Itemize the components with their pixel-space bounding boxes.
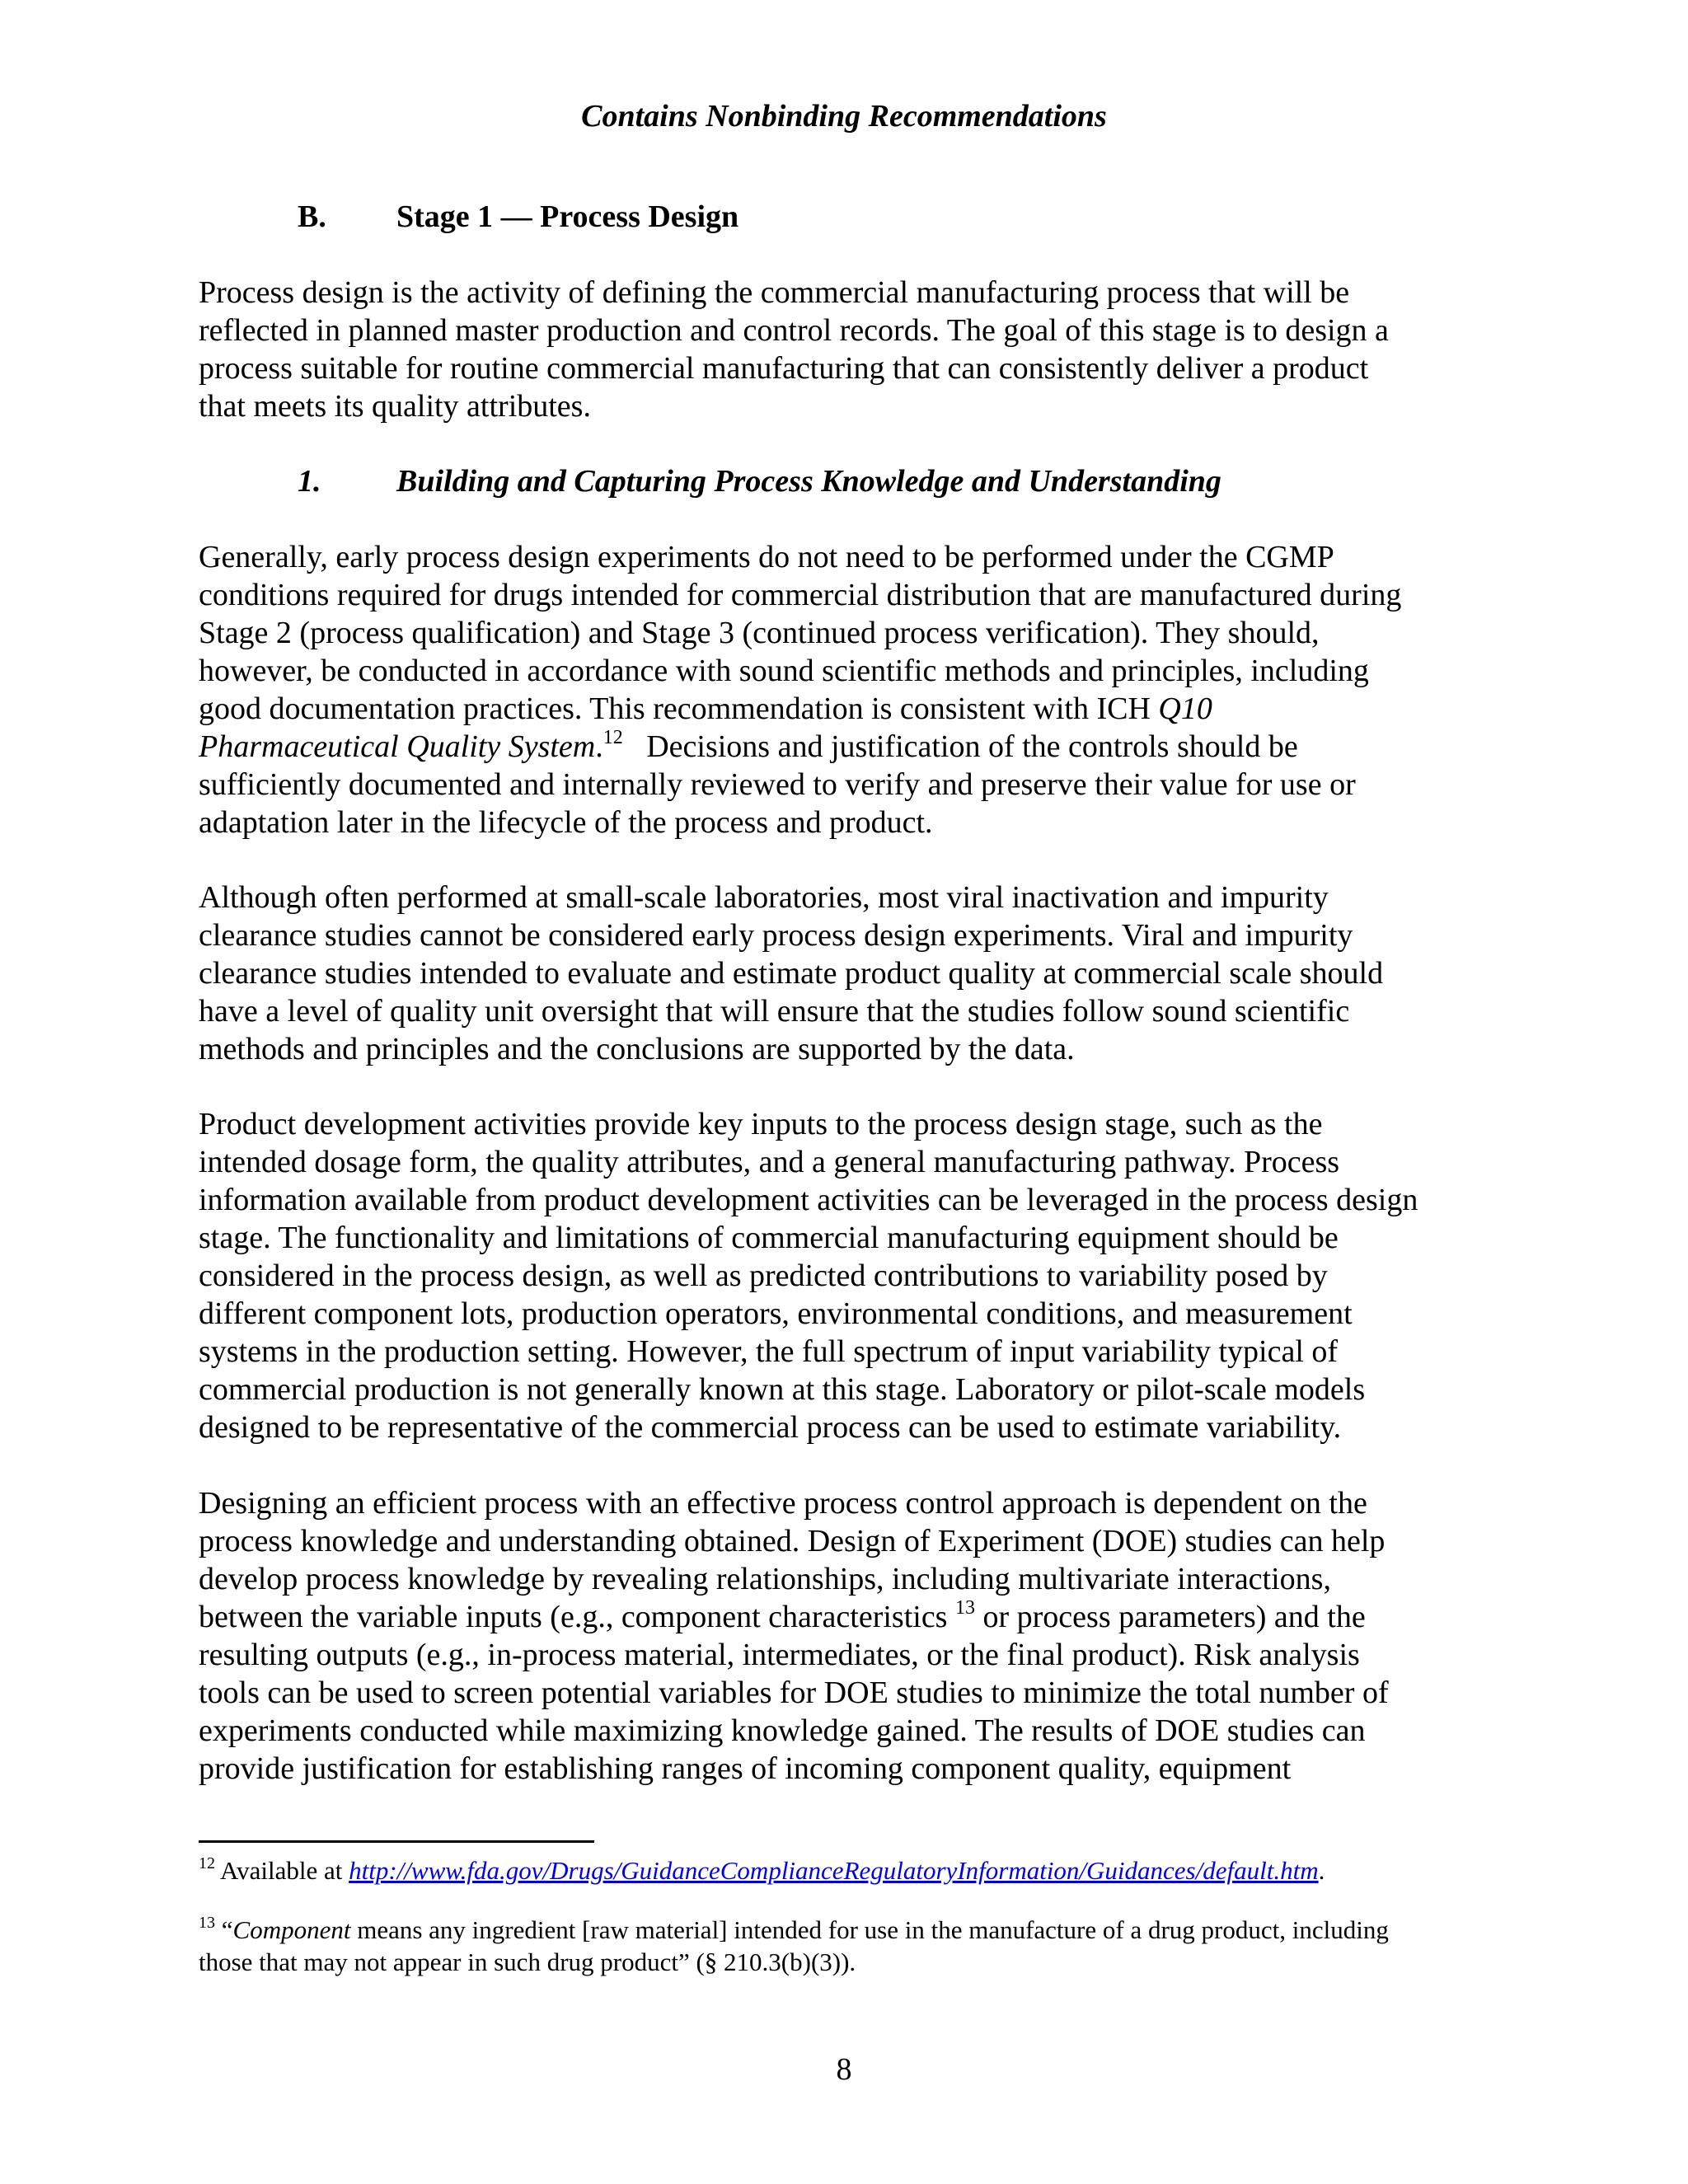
paragraph-line: considered in the process design, as well as predicted contributions to variability posed by — [199, 1258, 1328, 1293]
footnote-text: means any ingredient [raw material] intended for use in the manufacture of a drug product, including — [350, 1915, 1389, 1944]
footnote-line: those that may not appear in such drug product” (§ 210.3(b)(3)). — [199, 1947, 856, 1976]
paragraph-line: clearance studies cannot be considered early process design experiments. Viral and impurity — [199, 918, 1353, 953]
footnote-13 — [199, 1914, 1517, 1978]
paragraph-text: . — [595, 729, 603, 764]
paragraph-text: between the variable inputs (e.g., component characteristics — [199, 1600, 955, 1634]
footnote-number: 12 — [199, 1854, 215, 1872]
paragraph-line: adaptation later in the lifecycle of the process and product. — [199, 805, 933, 840]
footnote-text: . — [1318, 1856, 1325, 1885]
footnote-line — [199, 1854, 1517, 1886]
intro-line: reflected in planned master production and control records. The goal of this stage is to design a — [199, 313, 1389, 348]
paragraph-line: clearance studies intended to evaluate and estimate product quality at commercial scale should — [199, 956, 1384, 991]
paragraph-line: designed to be representative of the commercial process can be used to estimate variability. — [199, 1410, 1342, 1445]
paragraph-line: intended dosage form, the quality attributes, and a general manufacturing pathway. Process — [199, 1145, 1340, 1179]
page-number: 8 — [836, 2052, 852, 2087]
paragraph-line: commercial production is not generally known at this stage. Laboratory or pilot-scale models — [199, 1372, 1366, 1407]
footnote-separator — [199, 1840, 594, 1843]
paragraph-line: Although often performed at small-scale laboratories, most viral inactivation and impurity — [199, 880, 1329, 915]
paragraph-text: good documentation practices. This recommendation is consistent with ICH — [199, 691, 1159, 726]
footnote-text: “ — [215, 1915, 233, 1944]
ich-document-title: Q10 — [1158, 691, 1212, 726]
footnote-12 — [199, 1854, 1517, 1886]
paragraph-line: Product development activities provide key inputs to the process design stage, such as the — [199, 1107, 1323, 1141]
paragraph-line: have a level of quality unit oversight that will ensure that the studies follow sound scientific — [199, 994, 1350, 1029]
paragraph-line — [199, 1598, 1501, 1636]
footnote-ref-13[interactable]: 13 — [954, 1597, 975, 1619]
paragraph-viral-clearance — [199, 879, 1501, 1068]
intro-paragraph — [199, 274, 1501, 425]
footnote-line — [199, 1914, 1517, 1946]
paragraph-line: Generally, early process design experiments do not need to be performed under the CGMP — [199, 540, 1334, 574]
paragraph-line: provide justification for establishing ranges of incoming component quality, equipment — [199, 1751, 1292, 1786]
paragraph-line: information available from product development activities can be leveraged in the process design — [199, 1183, 1418, 1217]
paragraph-line: Stage 2 (process qualification) and Stage 3 (continued process verification). They should, — [199, 616, 1320, 650]
paragraph-line — [199, 690, 1501, 728]
section-number: B. — [298, 199, 326, 234]
footnote-text: Available at — [215, 1856, 349, 1885]
subsection-number: 1. — [298, 464, 321, 499]
paragraph-line: systems in the production setting. However, the full spectrum of input variability typical of — [199, 1334, 1339, 1369]
paragraph-line: stage. The functionality and limitations of commercial manufacturing equipment should be — [199, 1221, 1339, 1255]
running-header: Contains Nonbinding Recommendations — [581, 99, 1107, 134]
intro-line: Process design is the activity of defining the commercial manufacturing process that will be — [199, 275, 1350, 310]
ich-document-title: Pharmaceutical Quality System — [199, 729, 596, 764]
footnote-ref-12[interactable]: 12 — [603, 727, 623, 748]
paragraph-line — [199, 728, 1501, 766]
section-heading — [298, 196, 738, 237]
subsection-title: Building and Capturing Process Knowledge and Understanding — [396, 464, 1221, 499]
intro-line: that meets its quality attributes. — [199, 389, 591, 424]
footnote-defined-term: Component — [232, 1915, 351, 1944]
paragraph-line: different component lots, production operators, environmental conditions, and measurement — [199, 1296, 1353, 1331]
paragraph-line: methods and principles and the conclusions are supported by the data. — [199, 1032, 1075, 1066]
fda-guidance-link[interactable]: http://www.fda.gov/Drugs/GuidanceComplianceRegulatoryInformation/Guidances/default.htm — [349, 1856, 1319, 1885]
intro-line: process suitable for routine commercial manufacturing that can consistently deliver a product — [199, 351, 1369, 386]
paragraph-text: or process parameters) and the — [974, 1600, 1366, 1634]
paragraph-line: sufficiently documented and internally reviewed to verify and preserve their value for use or — [199, 767, 1356, 802]
subsection-heading — [298, 461, 1221, 502]
paragraph-line: develop process knowledge by revealing relationships, including multivariate interactions, — [199, 1562, 1331, 1596]
paragraph-line: process knowledge and understanding obtained. Design of Experiment (DOE) studies can help — [199, 1524, 1386, 1558]
paragraph-line: Designing an efficient process with an effective process control approach is dependent on the — [199, 1486, 1367, 1521]
paragraph-line: however, be conducted in accordance with sound scientific methods and principles, including — [199, 654, 1369, 688]
paragraph-line: tools can be used to screen potential variables for DOE studies to minimize the total number of — [199, 1675, 1389, 1710]
paragraph-line: conditions required for drugs intended for commercial distribution that are manufactured during — [199, 578, 1402, 612]
section-title: Stage 1 — Process Design — [396, 199, 739, 234]
paragraph-line: resulting outputs (e.g., in-process material, intermediates, or the final product). Risk analysis — [199, 1638, 1360, 1672]
footnote-number: 13 — [199, 1914, 215, 1932]
paragraph-text: Decisions and justification of the controls should be — [622, 729, 1298, 764]
paragraph-product-development — [199, 1105, 1501, 1446]
paragraph-doe-studies — [199, 1484, 1501, 1788]
paragraph-cgmp-conditions — [199, 538, 1501, 841]
paragraph-line: experiments conducted while maximizing knowledge gained. The results of DOE studies can — [199, 1713, 1366, 1748]
